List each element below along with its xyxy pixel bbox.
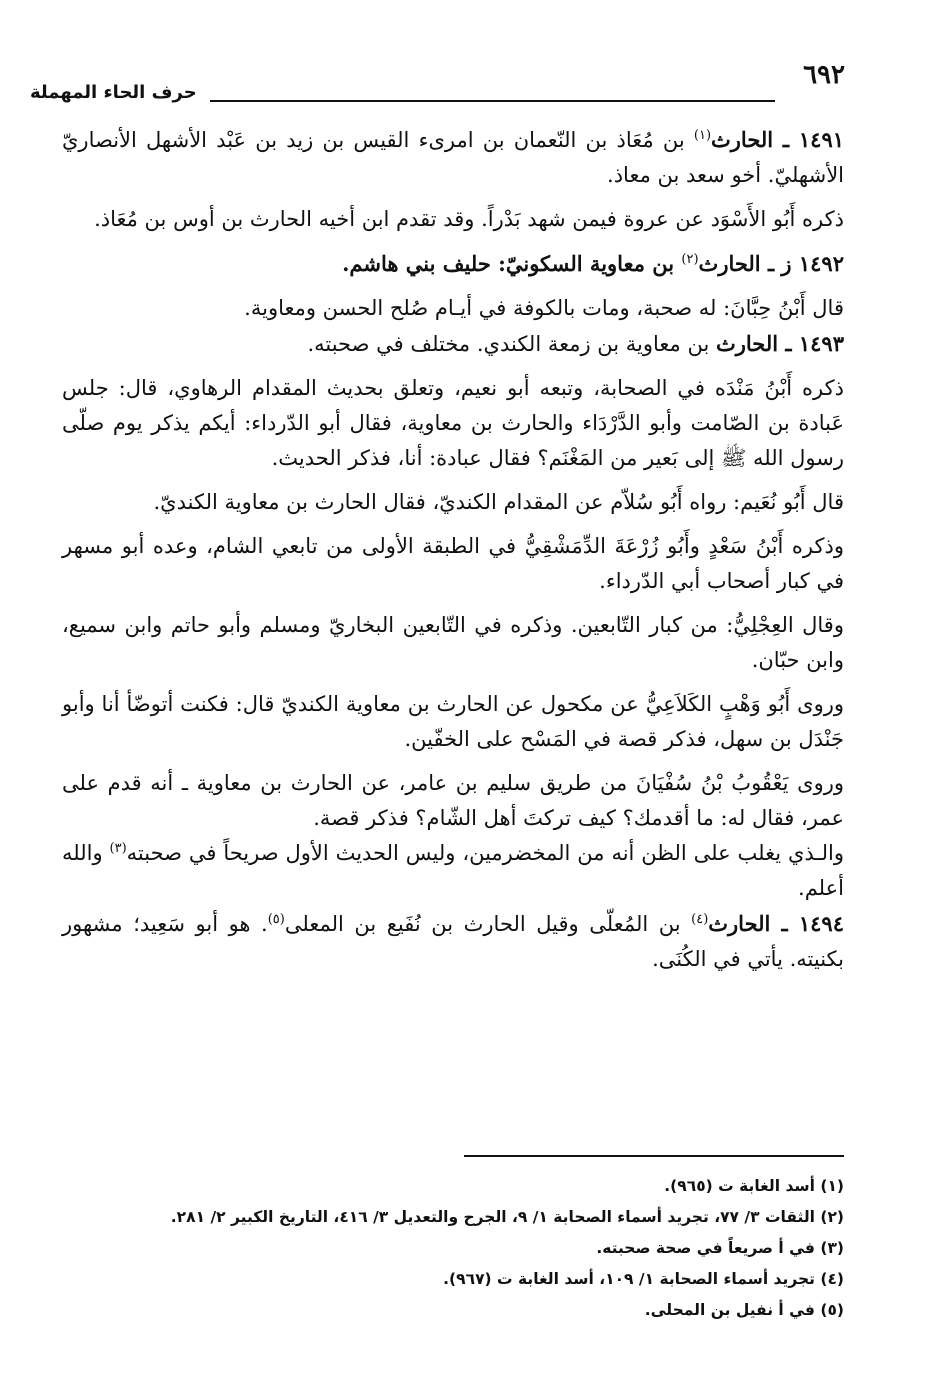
paragraph-text: قال أَبْنُ حِبَّانَ: له صحبة، ومات بالكوفة في أيـام صُلح الحسن ومعاوية. (244, 296, 844, 320)
entry-heading: ١٤٩٣ ـ الحارث (716, 331, 844, 356)
footnote: (١) أسد الغابة ت (٩٦٥). (664, 1177, 844, 1195)
footnote: (٣) في أ صريعاً في صحة صحبته. (596, 1239, 844, 1257)
main-text (62, 122, 844, 986)
paragraph-text: قال أَبُو نُعَيم: رواه أَبُو سُلاّم عن المقدام الكنديّ، فقال الحارث بن معاوية الكنديّ. (153, 490, 844, 514)
entry-text: بن مُعَاذ بن النّعمان بن امرىء القيس بن زيد بن عَبْد الأشهل الأنصاريّ الأشهليّ. أخو سعد بن معاذ. (62, 128, 844, 187)
entry-1492 (62, 246, 844, 282)
footnote-rule (464, 1155, 844, 1157)
footnote: (٢) الثقات ٣/ ٧٧، تجريد أسماء الصحابة ١/ ٩، الجرح والتعديل ٣/ ٤١٦، التاريخ الكبير ٢/ ٢٨١. (170, 1208, 844, 1226)
footnote: (٥) في أ نفيل بن المحلى. (644, 1301, 844, 1319)
footnote-ref: (٤) (691, 912, 709, 927)
entry-text: بن معاوية السكونيّ: حليف بني هاشم. (342, 251, 682, 276)
footnote: (٤) تجريد أسماء الصحابة ١/ ١٠٩، أسد الغابة ت (٩٦٧). (443, 1270, 844, 1288)
footnote-ref: (٣) (109, 841, 127, 856)
footnote-ref: (٢) (681, 252, 699, 267)
paragraph-text: ذكره أَبْنُ مَنْدَه في الصحابة، وتبعه أبو نعيم، وتعلق بحديث المقدام الرهاوي، قال: جلس عَبادة بن الصّامت وأبو الدَّرْدَاء والحارث بن معاوية، فقال أبو الدّرداء: أيكم يذكر يوم صلّى رسول الله ﷺ إلى بَعير من المَغْنَم؟ فقال عبادة: أنا، فذكر الحديث. (62, 376, 844, 470)
paragraph (62, 766, 844, 836)
header-rule (210, 100, 775, 102)
paragraph (62, 371, 844, 476)
paragraph-text: وروى أَبُو وَهْبٍ الكَلاَعِيُّ عن مكحول عن الحارث بن معاوية الكنديّ قال: فكنت أتوضّأ أنا وأبو جَنْدَل بن سهل، فذكر قصة في المَسْح على الخفّين. (62, 692, 844, 751)
entry-1494 (62, 906, 844, 977)
paragraph (62, 608, 844, 678)
paragraph-text: ذكره أَبُو الأَسْوَد عن عروة فيمن شهد بَدْراً. وقد تقدم ابن أخيه الحارث بن أوس بن مُعَاذ. (94, 207, 844, 231)
entry-1491 (62, 122, 844, 193)
paragraph-text: وروى يَعْقُوبُ بْنُ سُفْيَانَ من طريق سليم بن عامر، عن الحارث بن معاوية ـ أنه قدم على عمر، فقال له: ما أقدمك؟ كيف تركتَ أهل الشّام؟ فذكر قصة. (62, 771, 844, 830)
paragraph (62, 291, 844, 326)
paragraph-text: والـذي يغلب على الظن أنه من المخضرمين، وليس الحديث الأول صريحاً في صحبته (126, 841, 844, 865)
running-title: حرف الحاء المهملة (30, 82, 197, 103)
entry-heading: ١٤٩٢ ز ـ الحارث (698, 251, 844, 276)
entry-heading: ١٤٩١ ـ الحارث (711, 127, 845, 152)
footnote-ref: (١) (693, 128, 712, 143)
entry-text: . هو أبو سَعِيد؛ مشهور بكنيته. يأتي في الكُنَى. (62, 912, 844, 971)
page-number: ٦٩٢ (803, 60, 845, 90)
paragraph (62, 202, 844, 237)
entry-text: بن المُعلّى وقيل الحارث بن نُفَيع بن المعلى (284, 912, 692, 936)
entry-heading: ١٤٩٤ ـ الحارث (708, 911, 844, 936)
paragraph (62, 529, 844, 599)
paragraph-text: وقال العِجْلِيُّ: من كبار التّابعين. وذكره في التّابعين البخاريّ ومسلم وأبو حاتم وابن سميع، وابن حبّان. (62, 613, 844, 672)
page-header (30, 60, 845, 110)
footnotes (62, 1155, 844, 1326)
entry-1493 (62, 326, 844, 362)
paragraph (62, 687, 844, 757)
paragraph-text: والله أعلم. (62, 841, 844, 900)
entry-text: بن معاوية بن زمعة الكندي. مختلف في صحبته. (307, 332, 716, 356)
paragraph (62, 485, 844, 520)
footnote-ref: (٥) (267, 912, 285, 927)
paragraph-text: وذكره أَبْنُ سَعْدٍ وأَبُو زُرْعَةَ الدِّمَشْقِيُّ في الطبقة الأولى من تابعي الشام، وعده أبو مسهر في كبار أصحاب أبي الدّرداء. (62, 534, 844, 593)
paragraph (62, 836, 844, 906)
